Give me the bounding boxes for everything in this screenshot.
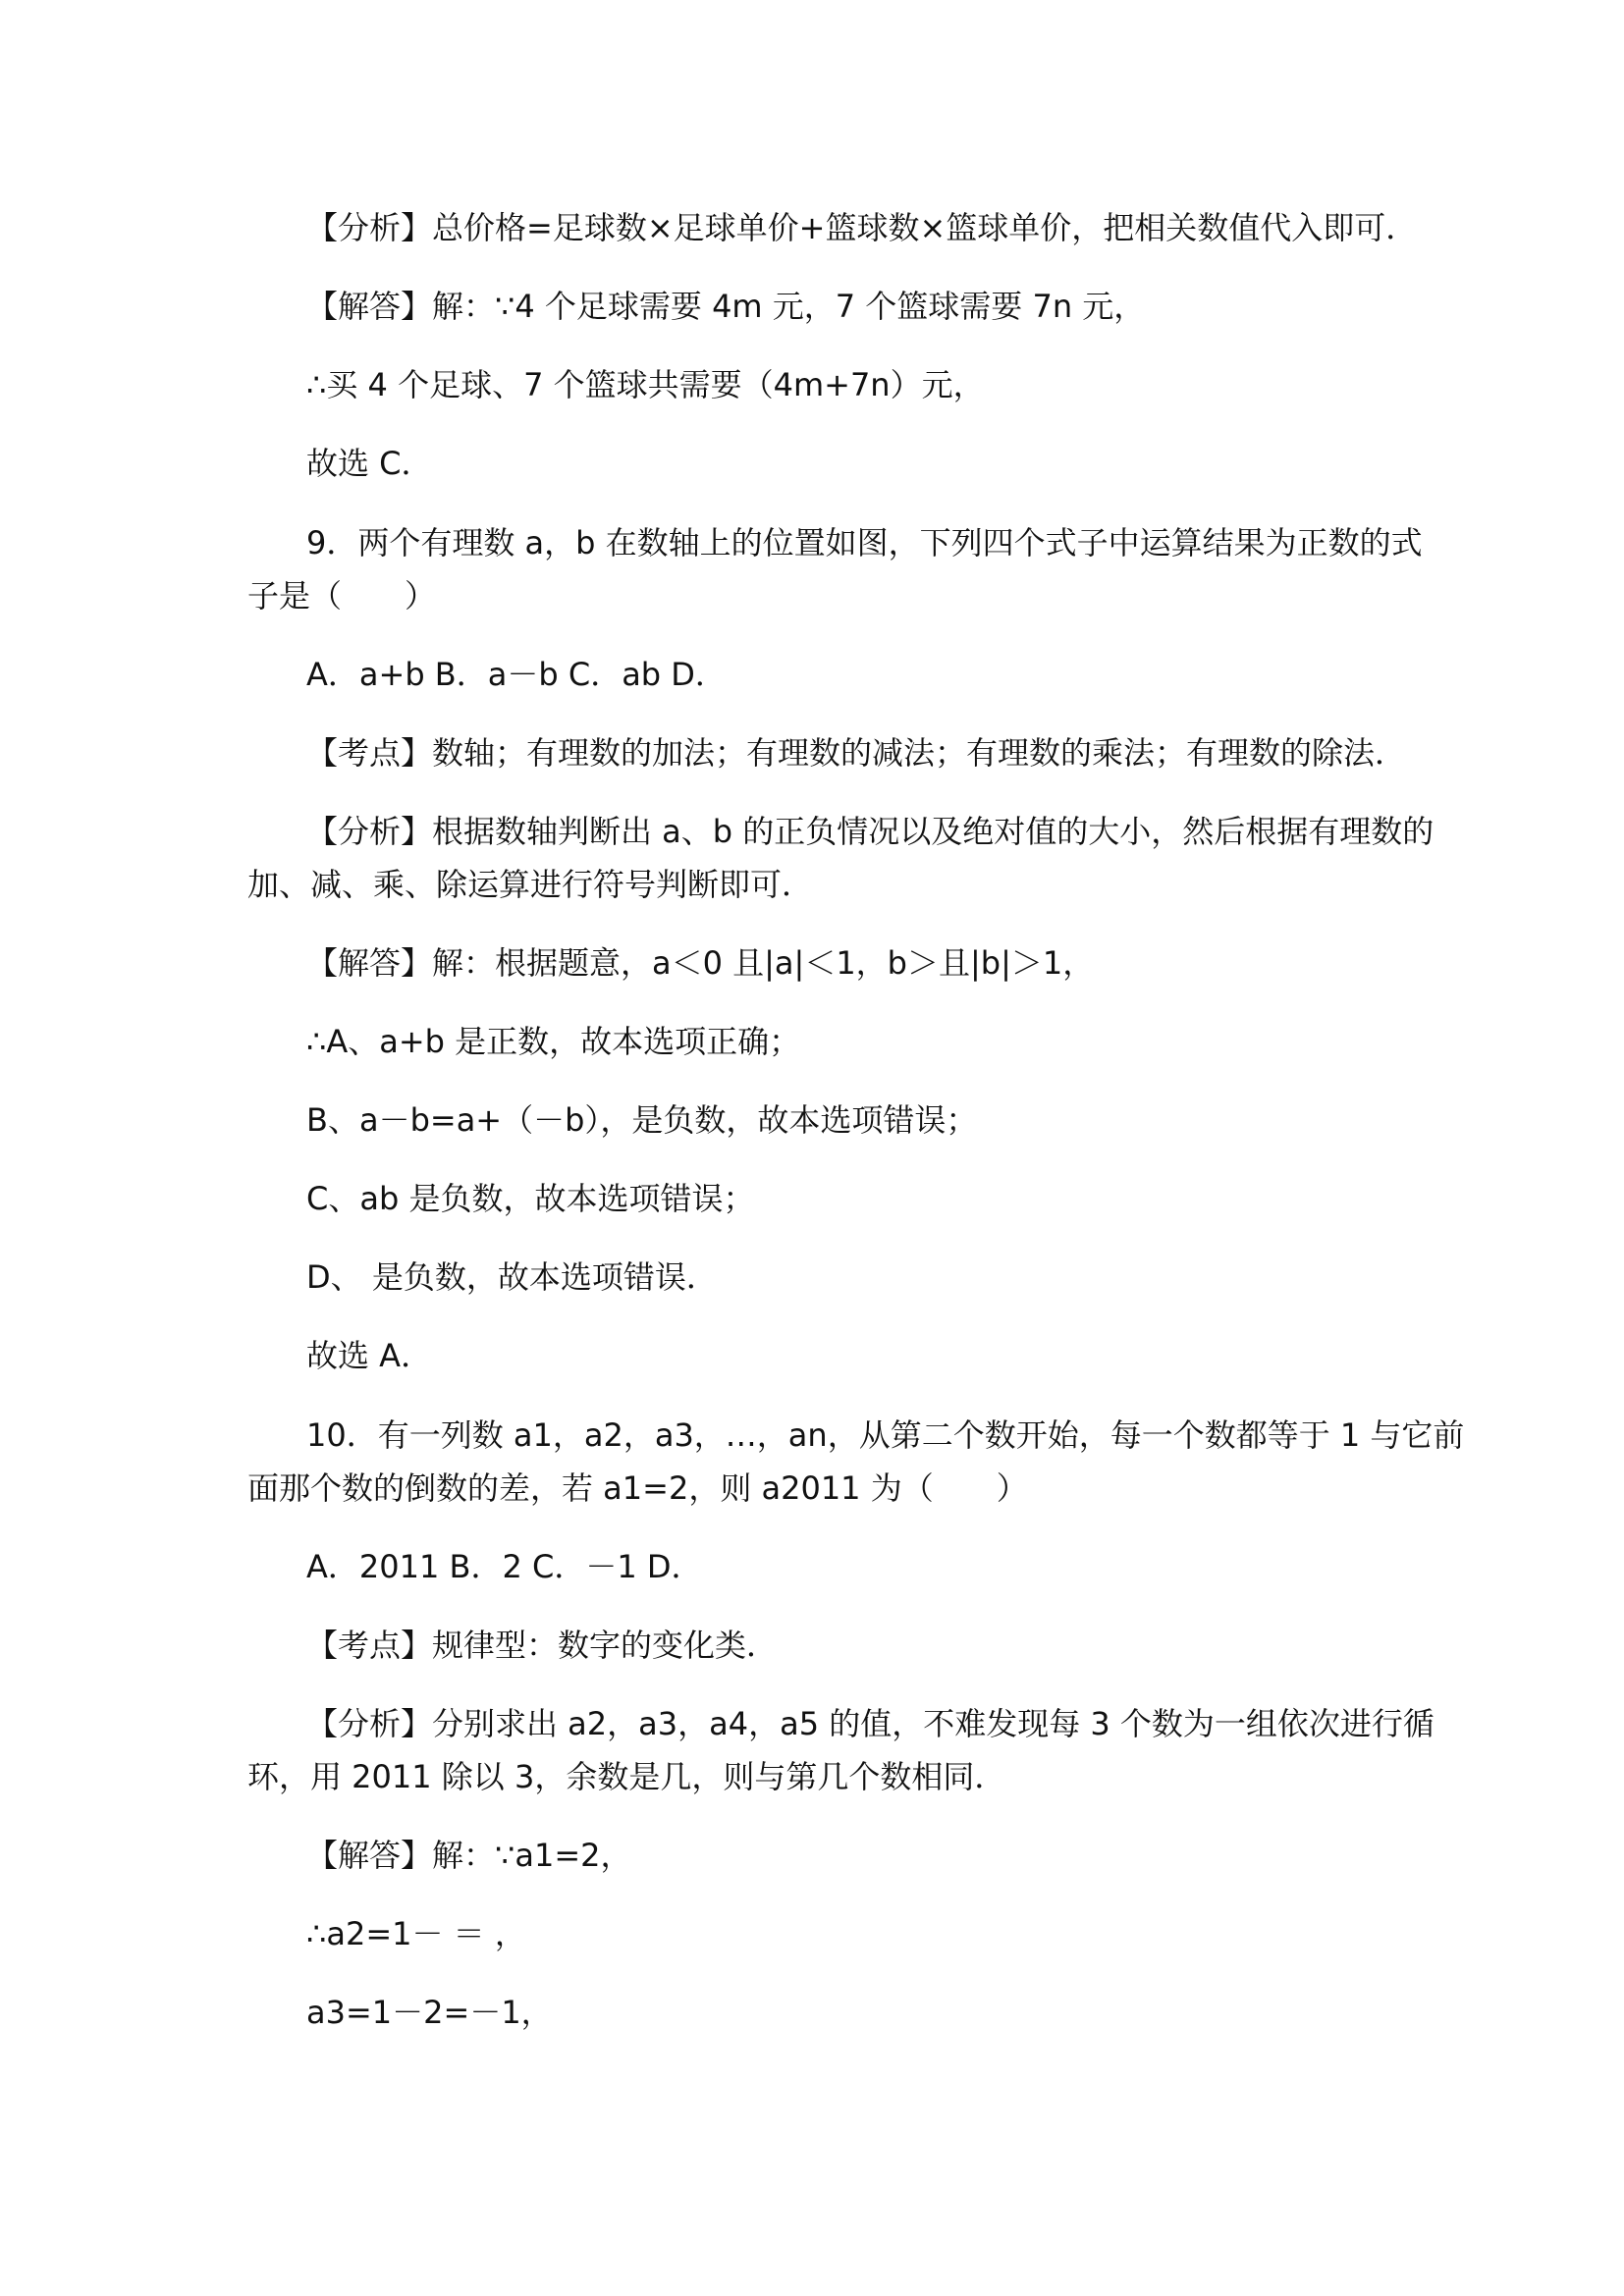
options-q10: A．2011 B．2 C．－1 D． bbox=[306, 1548, 703, 1585]
solution-q9: 【解答】解：根据题意，a＜0 且|a|＜1，b＞且|b|＞1， bbox=[306, 944, 1095, 982]
solution-q10-a2: ∴a2=1－ ＝ ， bbox=[306, 1915, 526, 1952]
question-9-line1: 9．两个有理数 a，b 在数轴上的位置如图，下列四个式子中运算结果为正数的式 bbox=[306, 524, 1423, 561]
solution-q10-a3: a3=1－2=－1， bbox=[306, 1994, 553, 2031]
solution-q9-b: B、a－b=a+（－b），是负数，故本选项错误； bbox=[306, 1101, 978, 1139]
solution-q8-step: ∴买 4 个足球、7 个篮球共需要（4m+7n）元， bbox=[306, 366, 985, 403]
topic-q9: 【考点】数轴；有理数的加法；有理数的减法；有理数的乘法；有理数的除法． bbox=[306, 734, 1407, 772]
analysis-q10-line1: 【分析】分别求出 a2，a3，a4，a5 的值，不难发现每 3 个数为一组依次进行循 bbox=[306, 1705, 1435, 1742]
solution-q9-c: C、ab 是负数，故本选项错误； bbox=[306, 1180, 755, 1217]
solution-q9-a: ∴A、a+b 是正数，故本选项正确； bbox=[306, 1023, 801, 1060]
analysis-q9-line1: 【分析】根据数轴判断出 a、b 的正负情况以及绝对值的大小，然后根据有理数的 bbox=[306, 813, 1435, 850]
solution-q10: 【解答】解：∵a1=2， bbox=[306, 1837, 632, 1874]
analysis-q10-line2: 环，用 2011 除以 3，余数是几，则与第几个数相同． bbox=[247, 1758, 1006, 1795]
options-q9: A．a+b B．a－b C．ab D． bbox=[306, 656, 727, 693]
answer-q9: 故选 A． bbox=[306, 1337, 433, 1374]
topic-q10: 【考点】规律型：数字的变化类． bbox=[306, 1627, 779, 1664]
answer-q8: 故选 C． bbox=[306, 445, 433, 482]
analysis-q8: 【分析】总价格=足球数×足球单价+篮球数×篮球单价，把相关数值代入即可． bbox=[306, 209, 1418, 246]
question-10-line2: 面那个数的倒数的差，若 a1=2，则 a2011 为（ ） bbox=[247, 1469, 1028, 1507]
analysis-q9-line2: 加、减、乘、除运算进行符号判断即可． bbox=[247, 866, 814, 903]
solution-q8: 【解答】解：∵4 个足球需要 4m 元，7 个篮球需要 7n 元， bbox=[306, 288, 1146, 325]
question-9-line2: 子是（ ） bbox=[247, 577, 437, 614]
question-10-line1: 10．有一列数 a1，a2，a3，…，an，从第二个数开始，每一个数都等于 1 与它前 bbox=[306, 1416, 1465, 1454]
solution-q9-d: D、 是负数，故本选项错误． bbox=[306, 1258, 718, 1296]
